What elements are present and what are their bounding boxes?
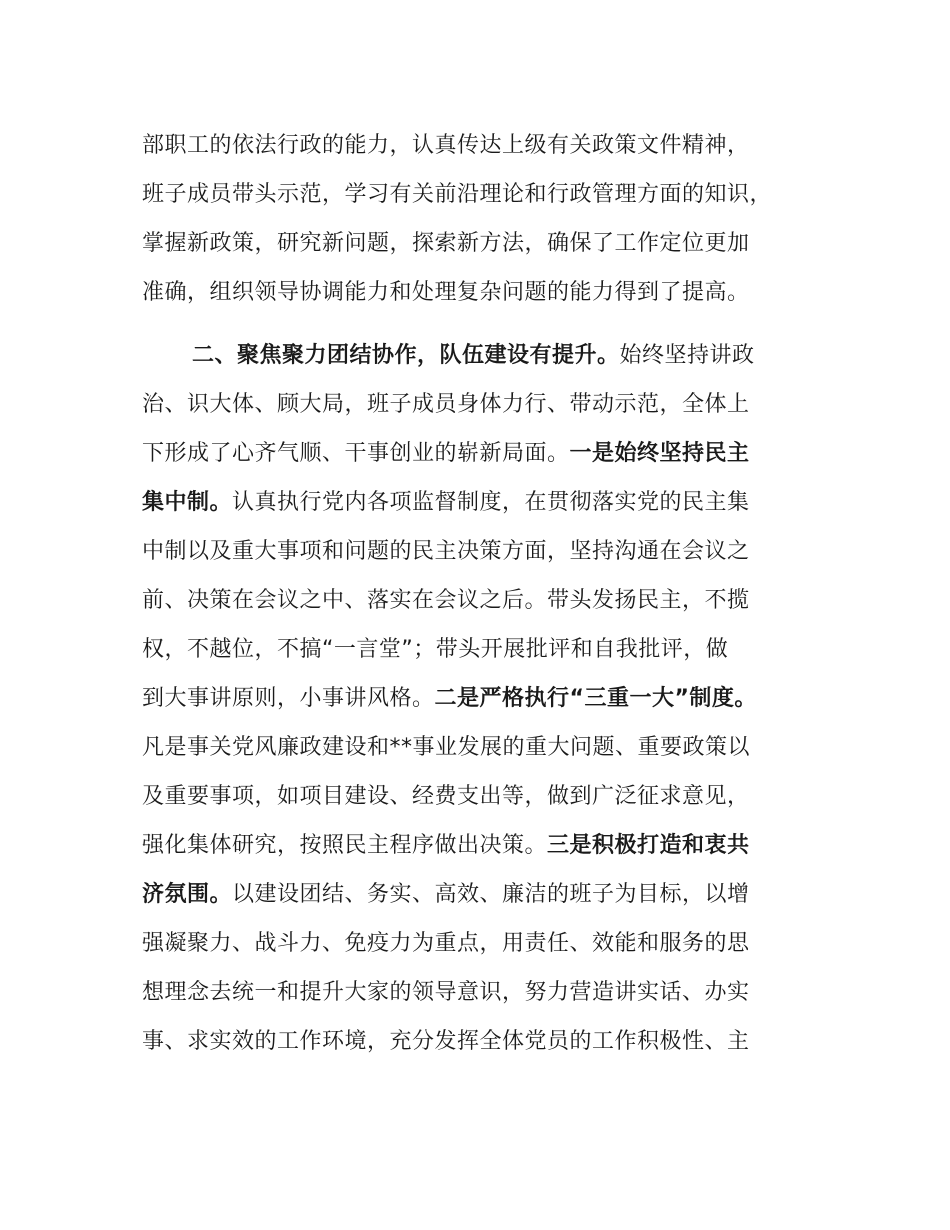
text-line: 想理念去统一和提升大家的领导意识，努力营造讲实话、办实	[142, 980, 750, 1005]
text-run: 强化集体研究，按照民主程序做出决策。	[142, 833, 548, 858]
text-line	[142, 478, 842, 527]
point-heading-3-cont: 济氛围。	[142, 882, 233, 907]
document-body	[142, 121, 842, 1066]
paragraph-spacer	[142, 317, 842, 331]
text-line: 及重要事项，如项目建设、经费支出等，做到广泛征求意见，	[142, 784, 750, 809]
text-line: 凡是事关党风廉政建设和**事业发展的重大问题、重要政策以	[142, 735, 751, 760]
text-line	[142, 429, 842, 478]
text-run: 以建设团结、务实、高效、廉洁的班子为目标，以增	[232, 882, 750, 907]
section-heading: 二、聚焦聚力团结协作，队伍建设有提升。	[192, 343, 620, 368]
point-heading-2: 二是严格执行“三重一大”制度。	[434, 686, 757, 711]
text-line	[142, 674, 842, 723]
text-run: 认真执行党内各项监督制度，在贯彻落实党的民主集	[232, 490, 750, 515]
paragraph-1	[142, 121, 842, 317]
text-line: 强凝聚力、战斗力、免疫力为重点，用责任、效能和服务的思	[142, 931, 750, 956]
text-run: 下形成了心齐气顺、干事创业的崭新局面。	[142, 441, 570, 466]
text-line: 准确，组织领导协调能力和处理复杂问题的能力得到了提高。	[142, 280, 750, 305]
text-run: 到大事讲原则，小事讲风格。	[142, 686, 435, 711]
point-heading-3: 三是积极打造和衷共	[547, 833, 750, 858]
text-line	[142, 331, 842, 380]
paragraph-2	[142, 331, 842, 1066]
text-line: 事、求实效的工作环境，充分发挥全体党员的工作积极性、主	[142, 1029, 750, 1054]
text-line: 权，不越位，不搞“一言堂”；带头开展批评和自我批评，做	[142, 637, 729, 662]
text-line: 前、决策在会议之中、落实在会议之后。带头发扬民主，不揽	[142, 588, 750, 613]
text-line: 部职工的依法行政的能力，认真传达上级有关政策文件精神，	[142, 133, 750, 158]
text-line: 治、识大体、顾大局，班子成员身体力行、带动示范，全体上	[142, 392, 750, 417]
text-run: 始终坚持讲政	[619, 343, 755, 368]
text-line	[142, 821, 842, 870]
text-line: 班子成员带头示范，学习有关前沿理论和行政管理方面的知识，	[142, 182, 773, 207]
text-line: 中制以及重大事项和问题的民主决策方面，坚持沟通在会议之	[142, 539, 750, 564]
point-heading-1-cont: 集中制。	[142, 490, 233, 515]
text-line: 掌握新政策，研究新问题，探索新方法，确保了工作定位更加	[142, 231, 750, 256]
text-line	[142, 870, 842, 919]
point-heading-1: 一是始终坚持民主	[569, 441, 750, 466]
